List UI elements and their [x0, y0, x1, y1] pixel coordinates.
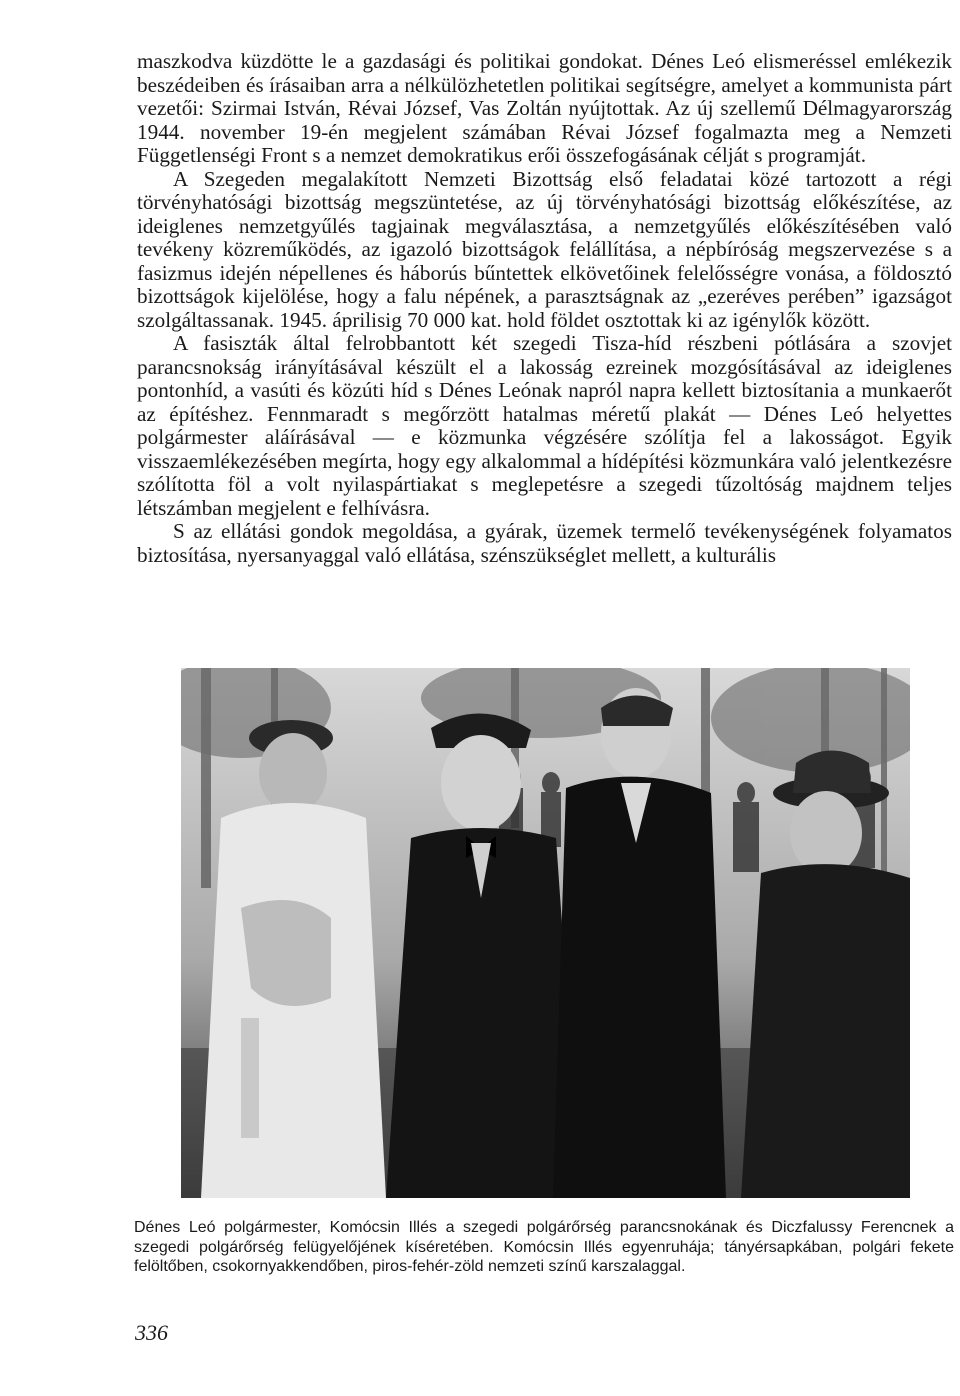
photograph-icon	[181, 668, 910, 1198]
photograph	[181, 668, 910, 1198]
page-number: 336	[135, 1320, 168, 1345]
photo-caption: Dénes Leó polgármester, Komócsin Illés a szegedi polgárőrség parancsnokának és Diczfalussy Ferencnek a szegedi polgárőrség felügyelőjének kíséretében. Komócsin Illés egyenruhája; tányérsapkában, polgári fekete felöltőben, csokornyakkendőben, piros-fehér-zöld nemzeti színű karszalaggal.	[134, 1219, 954, 1275]
paragraph-4: S az ellátási gondok megoldása, a gyárak, üzemek termelő tevékenységének folyamatos biztosítása, nyersanyaggal való ellátása, szénszükséglet mellett, a kulturális	[137, 519, 952, 567]
paragraph-2: A Szegeden megalakított Nemzeti Bizottság első feladatai közé tartozott a régi törvényhatósági bizottság megszüntetése, az új törvényhatósági bizottság előkészítése, az ideiglenes nemzetgyűlés tagjainak megválasztása, a nemzetgyűlés előkészítésében való tevékeny közreműködés, az igazoló bizottságok felállítása, a népbíróság megszervezése s a fasizmus idején népellenes és háborús bűntettek elkövetőinek felelősségre vonása, a földosztó bizottságok kijelölése, hogy a falu népének, a parasztságnak az „ezeréves perében” igazságot szolgáltassanak. 1945. áprilisig 70 000 kat. hold földet osztottak ki az igénylők között.	[137, 166, 952, 332]
paragraph-1: maszkodva küzdötte le a gazdasági és politikai gondokat. Dénes Leó elismeréssel emlékezik beszédeiben és írásaiban arra a nélkülözhetetlen politikai segítségre, amelyet a kommunista párt vezetői: Szirmai István, Révai József, Vas Zoltán nyújtottak. Az új szellemű Délmagyarország 1944. november 19-én megjelent számában Révai József fogalmazta meg a Nemzeti Függetlenségi Front s a nemzet demokratikus erői összefogásának célját s programját.	[137, 49, 952, 167]
body-text	[137, 50, 952, 567]
paragraph-3: A fasiszták által felrobbantott két szegedi Tisza-híd részbeni pótlására a szovjet parancsnokság irányításával készült el a lakosság ezreinek mozgósításával az ideiglenes pontonhíd, a vasúti és közúti híd s Dénes Leónak napról napra kellett biztosítania a munkaerőt az építéshez. Fennmaradt s megőrzött hatalmas méretű plakát — Dénes Leó helyettes polgármester aláírásával — e közmunka végzésére szólítja fel a lakosságot. Egyik visszaemlékezésében megírta, hogy egy alkalommal a hídépítési közmunkára való jelentkezésre szólította föl a volt nyilaspártiakat s meglepetésre a szegedi tűzoltóság majdnem teljes létszámban megjelent e felhívásra.	[137, 331, 952, 520]
